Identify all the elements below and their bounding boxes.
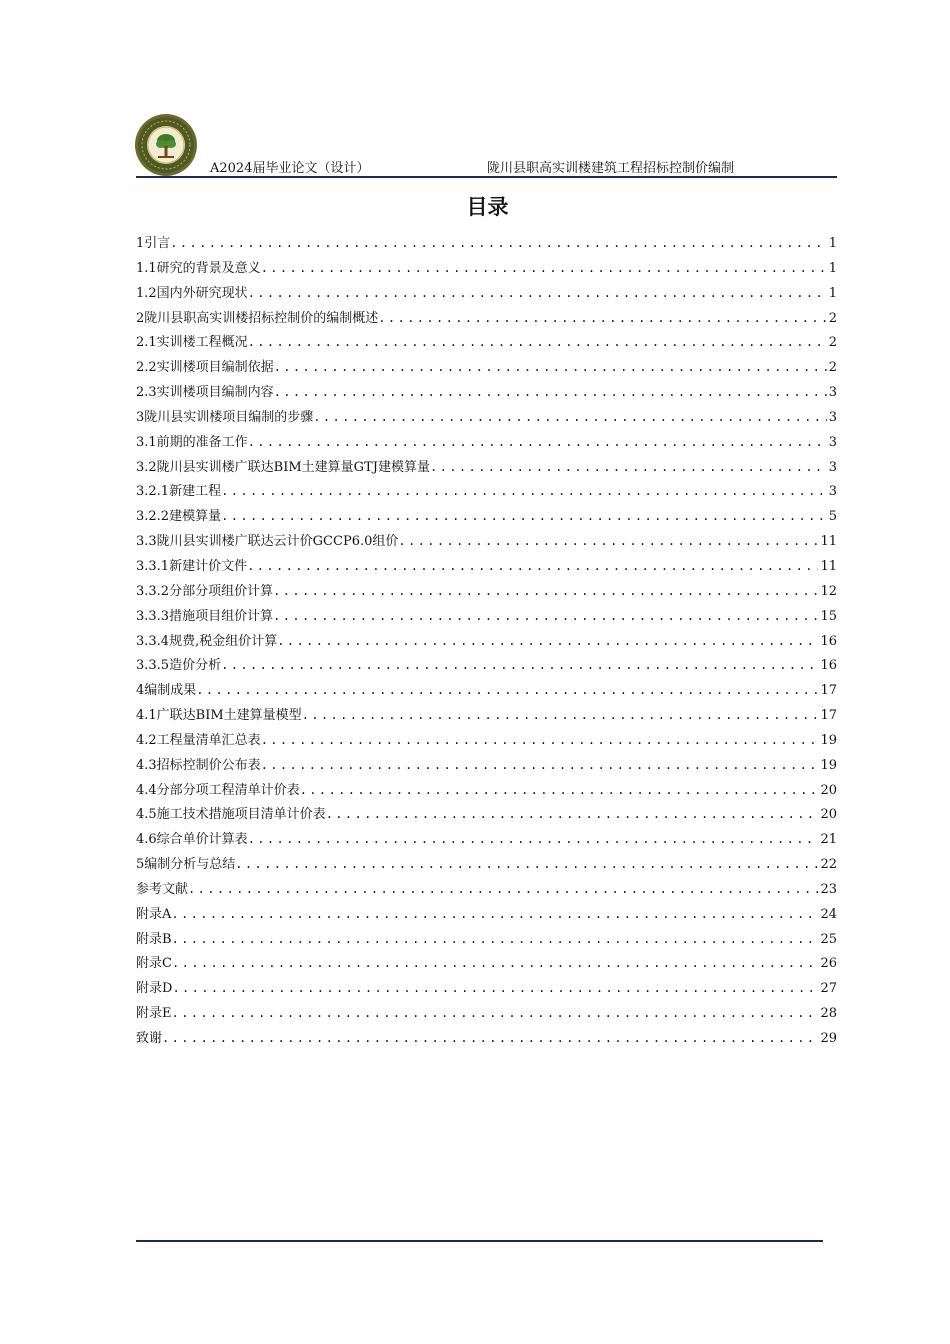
toc-entry-label: 附录E xyxy=(136,1006,172,1022)
toc-entry-label: 3.2.2建模算量 xyxy=(136,509,222,525)
toc-leader-dots xyxy=(398,529,818,554)
toc-entry[interactable] xyxy=(136,455,837,480)
toc-leader-dots xyxy=(261,728,819,753)
toc-entry-page-number: 2 xyxy=(828,310,837,326)
toc-leader-dots xyxy=(248,430,827,455)
toc-entry[interactable] xyxy=(136,703,837,728)
toc-entry-label: 4编制成果 xyxy=(136,683,197,699)
toc-leader-dots xyxy=(248,330,827,355)
toc-leader-dots xyxy=(273,579,818,604)
toc-entry-page-number: 22 xyxy=(820,857,837,873)
toc-leader-dots xyxy=(188,877,818,902)
toc-entry-page-number: 3 xyxy=(828,385,837,401)
toc-entry-page-number: 16 xyxy=(820,633,837,649)
toc-entry-label: 附录D xyxy=(136,981,173,997)
toc-entry[interactable] xyxy=(136,604,837,629)
toc-entry-label: 4.6综合单价计算表 xyxy=(136,832,248,848)
toc-entry-label: 3.1前期的准备工作 xyxy=(136,434,248,450)
toc-entry-page-number: 20 xyxy=(820,782,837,798)
toc-entry-label: 致谢 xyxy=(136,1031,163,1046)
toc-leader-dots xyxy=(430,455,827,480)
toc-leader-dots xyxy=(261,753,819,778)
toc-entry-page-number: 23 xyxy=(820,881,837,897)
toc-leader-dots xyxy=(170,231,826,256)
toc-entry[interactable] xyxy=(136,380,837,405)
toc-entry[interactable] xyxy=(136,256,837,281)
toc-entry[interactable] xyxy=(136,927,837,952)
toc-entry-page-number: 29 xyxy=(820,1031,837,1046)
toc-leader-dots xyxy=(273,604,818,629)
toc-leader-dots xyxy=(378,306,826,331)
toc-entry-page-number: 3 xyxy=(828,409,837,425)
toc-leader-dots xyxy=(300,778,819,803)
toc-leader-dots xyxy=(235,852,818,877)
toc-leader-dots xyxy=(221,479,827,504)
toc-entry-label: 4.3招标控制价公布表 xyxy=(136,757,261,773)
toc-entry[interactable] xyxy=(136,405,837,430)
toc-title: 目录 xyxy=(466,195,509,219)
toc-entry-label: 3陇川县实训楼项目编制的步骤 xyxy=(136,409,314,425)
table-of-contents xyxy=(136,231,837,1051)
toc-entry-label: 2.2实训楼项目编制依据 xyxy=(136,360,274,376)
toc-entry-label: 5编制分析与总结 xyxy=(136,857,236,873)
header-thesis-title: 陇川县职高实训楼建筑工程招标控制价编制 xyxy=(487,161,735,176)
toc-entry-label: 4.1广联达BIM土建算量模型 xyxy=(136,708,302,724)
header-divider xyxy=(136,176,837,178)
toc-entry-label: 2.1实训楼工程概况 xyxy=(136,335,248,351)
toc-leader-dots xyxy=(277,629,818,654)
toc-entry-page-number: 19 xyxy=(820,757,837,773)
toc-entry[interactable] xyxy=(136,1001,837,1026)
toc-entry-label: 附录C xyxy=(136,956,172,972)
toc-entry-page-number: 2 xyxy=(828,360,837,376)
toc-entry-page-number: 25 xyxy=(820,931,837,947)
toc-entry-label: 附录A xyxy=(136,906,172,922)
header-thesis-label: A2024届毕业论文（设计） xyxy=(210,161,370,176)
toc-entry[interactable] xyxy=(136,479,837,504)
toc-leader-dots xyxy=(302,703,819,728)
toc-entry[interactable] xyxy=(136,355,837,380)
toc-entry-label: 3.3.4规费,税金组价计算 xyxy=(136,633,278,649)
toc-entry-page-number: 12 xyxy=(820,583,837,599)
toc-leader-dots xyxy=(248,827,819,852)
toc-entry[interactable] xyxy=(136,877,837,902)
toc-entry-page-number: 19 xyxy=(820,732,837,748)
toc-entry[interactable] xyxy=(136,852,837,877)
toc-entry-page-number: 1 xyxy=(828,285,837,301)
toc-leader-dots xyxy=(172,951,819,976)
toc-entry-label: 附录B xyxy=(136,931,172,947)
toc-entry[interactable] xyxy=(136,529,837,554)
toc-entry[interactable] xyxy=(136,554,837,579)
toc-entry-page-number: 1 xyxy=(828,260,837,276)
toc-entry-label: 3.3.3措施项目组价计算 xyxy=(136,608,274,624)
toc-entry-label: 1引言 xyxy=(136,236,171,251)
toc-entry-page-number: 3 xyxy=(828,434,837,450)
toc-entry-page-number: 5 xyxy=(828,509,837,525)
toc-entry[interactable] xyxy=(136,728,837,753)
toc-entry-page-number: 15 xyxy=(820,608,837,624)
toc-entry[interactable] xyxy=(136,678,837,703)
toc-entry[interactable] xyxy=(136,976,837,1001)
toc-entry-page-number: 21 xyxy=(820,832,837,848)
toc-entry[interactable] xyxy=(136,579,837,604)
toc-entry-page-number: 3 xyxy=(828,484,837,500)
toc-leader-dots xyxy=(171,902,818,927)
toc-entry-page-number: 1 xyxy=(828,236,837,251)
toc-entry-page-number: 11 xyxy=(820,558,837,574)
toc-entry-page-number: 28 xyxy=(820,1006,837,1022)
toc-entry-label: 2.3实训楼项目编制内容 xyxy=(136,385,274,401)
toc-entry-label: 参考文献 xyxy=(136,881,189,897)
toc-entry-page-number: 20 xyxy=(820,807,837,823)
toc-entry-page-number: 2 xyxy=(828,335,837,351)
toc-entry[interactable] xyxy=(136,951,837,976)
toc-leader-dots xyxy=(313,405,826,430)
toc-entry-page-number: 3 xyxy=(828,459,837,475)
toc-entry-label: 3.3.2分部分项组价计算 xyxy=(136,583,274,599)
toc-leader-dots xyxy=(274,355,827,380)
toc-entry-page-number: 17 xyxy=(820,708,837,724)
toc-entry[interactable] xyxy=(136,281,837,306)
toc-entry-label: 3.3.5造价分析 xyxy=(136,658,222,674)
toc-entry-label: 2陇川县职高实训楼招标控制价的编制概述 xyxy=(136,310,379,326)
toc-entry[interactable] xyxy=(136,306,837,331)
toc-entry-page-number: 26 xyxy=(820,956,837,972)
toc-entry-label: 3.3.1新建计价文件 xyxy=(136,558,248,574)
toc-entry-page-number: 27 xyxy=(820,981,837,997)
toc-entry[interactable] xyxy=(136,504,837,529)
toc-entry[interactable] xyxy=(136,753,837,778)
footer-divider xyxy=(136,1240,823,1242)
university-logo xyxy=(134,113,198,177)
toc-entry-label: 4.5施工技术措施项目清单计价表 xyxy=(136,807,326,823)
toc-entry-label: 3.3陇川县实训楼广联达云计价GCCP6.0组价 xyxy=(136,534,399,550)
toc-entry-label: 3.2.1新建工程 xyxy=(136,484,222,500)
toc-entry[interactable] xyxy=(136,629,837,654)
toc-leader-dots xyxy=(274,380,827,405)
toc-entry-label: 4.2工程量清单汇总表 xyxy=(136,732,261,748)
toc-leader-dots xyxy=(221,653,818,678)
toc-entry[interactable] xyxy=(136,827,837,852)
toc-entry-label: 1.1研究的背景及意义 xyxy=(136,260,261,276)
toc-leader-dots xyxy=(172,976,818,1001)
toc-entry-page-number: 16 xyxy=(820,658,837,674)
toc-entry[interactable] xyxy=(136,430,837,455)
toc-leader-dots xyxy=(196,678,818,703)
toc-leader-dots xyxy=(221,504,827,529)
toc-entry[interactable] xyxy=(136,653,837,678)
toc-entry[interactable] xyxy=(136,902,837,927)
toc-entry[interactable] xyxy=(136,231,837,256)
toc-leader-dots xyxy=(248,281,827,306)
toc-entry[interactable] xyxy=(136,330,837,355)
toc-leader-dots xyxy=(326,802,819,827)
toc-entry[interactable] xyxy=(136,802,837,827)
toc-leader-dots xyxy=(172,927,819,952)
toc-leader-dots xyxy=(172,1001,819,1026)
toc-entry[interactable] xyxy=(136,1026,837,1051)
toc-leader-dots xyxy=(261,256,827,281)
toc-entry-page-number: 11 xyxy=(820,534,837,550)
toc-entry[interactable] xyxy=(136,778,837,803)
toc-leader-dots xyxy=(247,554,818,579)
toc-entry-label: 3.2陇川县实训楼广联达BIM土建算量GTJ建模算量 xyxy=(136,459,430,475)
toc-leader-dots xyxy=(162,1026,818,1051)
toc-entry-label: 1.2国内外研究现状 xyxy=(136,285,248,301)
toc-entry-page-number: 17 xyxy=(820,683,837,699)
toc-entry-label: 4.4分部分项工程清单计价表 xyxy=(136,782,300,798)
toc-entry-page-number: 24 xyxy=(820,906,837,922)
